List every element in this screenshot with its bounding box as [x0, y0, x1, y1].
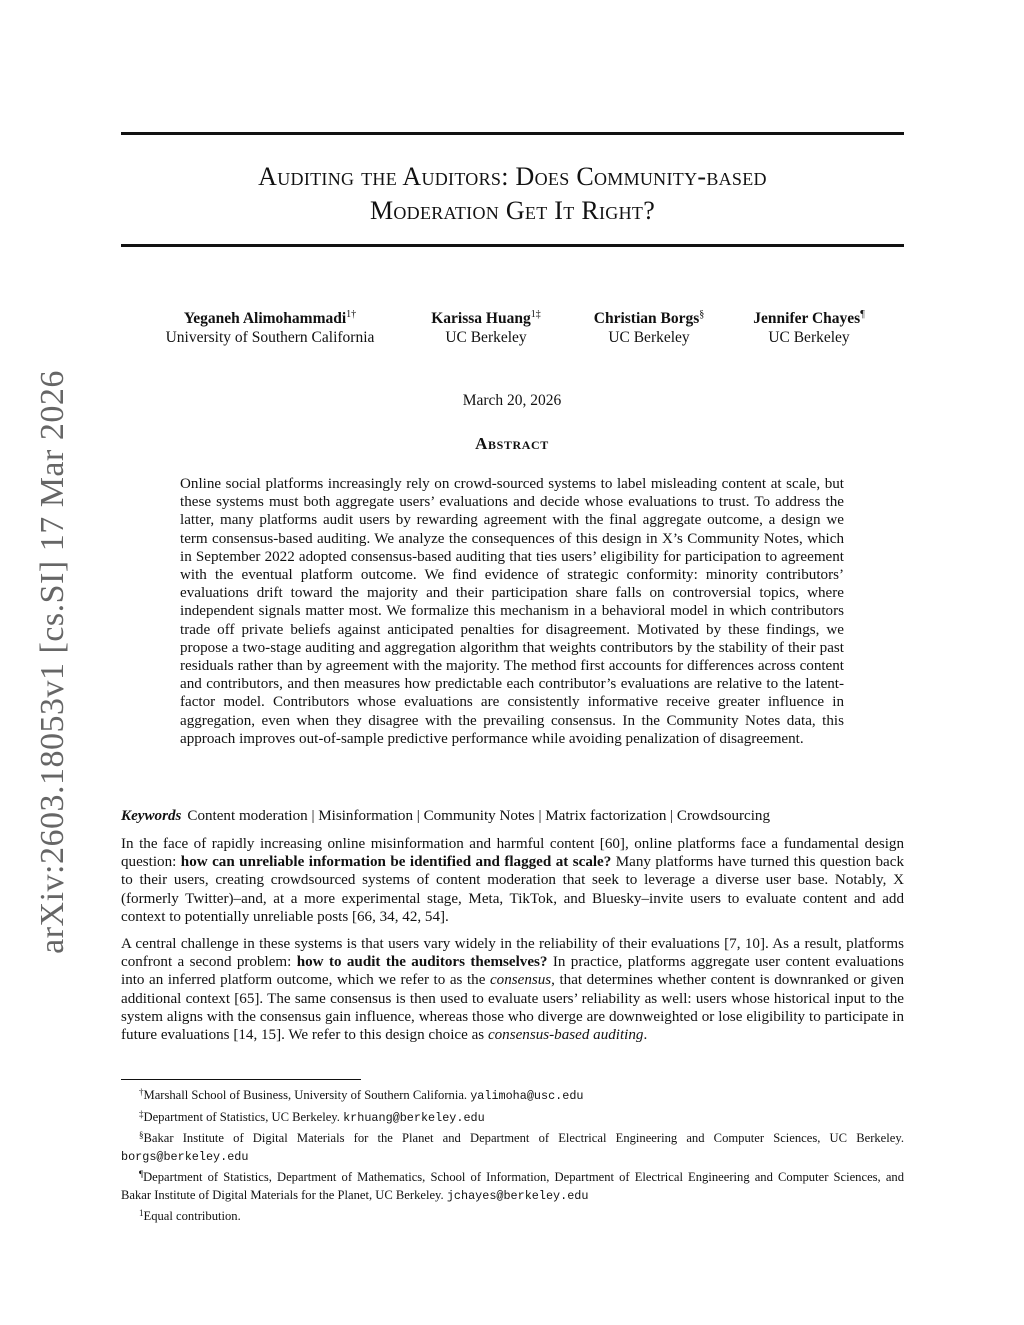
- arxiv-identifier: arXiv:2603.18053v1 [cs.SI] 17 Mar 2026: [34, 370, 71, 954]
- author-affiliation: UC Berkeley: [445, 329, 527, 346]
- keywords-list: Content moderation | Misinformation | Community Notes | Matrix factorization | Crowdsourcing: [187, 808, 771, 824]
- footnote: ¶Department of Statistics, Department of Mathematics, School of Information, Department of Electrical Engineering and Computer Sciences, and Bakar Institute of Digital Materials for the Planet, UC Berkeley. jchayes@berkeley.edu: [121, 1169, 904, 1203]
- author-block: [744, 305, 874, 347]
- author-block: [158, 305, 382, 347]
- abstract-body: [180, 475, 844, 748]
- footnotes: [121, 1084, 904, 1226]
- body-paragraph: In the face of rapidly increasing online misinformation and harmful content [60], online platforms face a fundamental design question: how can unreliable information be identified and flagged at scale? Many platforms have turned this question back to their users, creating crowdsourced systems of content moderation that seek to leverage a diverse user base. Notably, X (formerly Twitter)–and, at a more experimental stage, Meta, TikTok, and Bluesky–invite users to evaluate content and add context to potentially unreliable posts [66, 34, 42, 54].: [121, 836, 904, 925]
- footnote: ‡Department of Statistics, UC Berkeley. krhuang@berkeley.edu: [139, 1108, 485, 1125]
- email-link[interactable]: yalimoha@usc.edu: [470, 1089, 584, 1103]
- author-block: [584, 305, 714, 347]
- footnote: $^1$Equal contribution.: [139, 1208, 241, 1223]
- title-line-1: Auditing the Auditors: Does Community-based: [258, 162, 767, 191]
- abstract-heading: Abstract: [475, 434, 549, 453]
- author-name: Yeganeh Alimohammadi$^{1\dagger}$: [183, 309, 357, 327]
- email-link[interactable]: krhuang@berkeley.edu: [343, 1110, 485, 1125]
- author-name: Karissa Huang$^{1\ddagger}$: [431, 309, 541, 327]
- email-link[interactable]: borgs@berkeley.edu: [121, 1149, 249, 1164]
- introduction: [121, 835, 904, 1053]
- paper-title: [121, 160, 904, 228]
- author-affiliation: UC Berkeley: [608, 329, 690, 346]
- title-line-2: Moderation Get It Right?: [369, 196, 656, 225]
- author-name: Christian Borgs§: [593, 309, 705, 327]
- author-block: [420, 305, 552, 347]
- abstract-text: Online social platforms increasingly rely on crowd-sourced systems to label misleading content at scale, but these systems must both aggregate users’ evaluations and decide whose evaluations to trust. To address the latter, many platforms audit users by rewarding agreement with the final aggregate outcome, a design we term consensus-based auditing. We analyze the consequences of this design in X’s Community Notes, which in September 2022 adopted consensus-based auditing that ties users’ eligibility for participation to agreement with the eventual platform outcome. We find evidence of strategic conformity: minority contributors’ evaluations drift toward the majority and their participation share falls on controversial topics, where independent signals matter most. We formalize this mechanism in a behavioral model in which contributors trade off private beliefs against anticipated penalties for disagreement. Motivated by these findings, we propose a two-stage auditing and aggregation algorithm that weights contributors by the stability of their past residuals rather than by agreement with the majority. The method first accounts for differences across content and contributors, and then measures how predictable each contributor’s evaluations are relative to the latent-factor model. Contributors whose evaluations are consistently informative receive greater influence in aggregation, even when they disagree with the prevailing consensus. In the Community Notes data, this approach improves out-of-sample predictive performance while avoiding penalization of disagreement.: [180, 476, 844, 747]
- author-affiliation: UC Berkeley: [768, 329, 850, 346]
- keywords-label: Keywords: [121, 808, 182, 824]
- email-link[interactable]: jchayes@berkeley.edu: [446, 1188, 589, 1203]
- footnote: †Marshall School of Business, University of Southern California. yalimoha@usc.edu: [139, 1087, 584, 1103]
- author-affiliation: University of Southern California: [165, 329, 375, 346]
- footnote: §Bakar Institute of Digital Materials for the Planet and Department of Electrical Engineering and Computer Sciences, UC Berkeley. borgs@berkeley.edu: [121, 1130, 904, 1164]
- keywords: [121, 807, 904, 826]
- title-rule-top: [121, 132, 904, 135]
- author-name: Jennifer Chayes¶: [753, 309, 865, 327]
- footnote-rule: [121, 1079, 361, 1080]
- paper-date: March 20, 2026: [462, 392, 562, 409]
- title-rule-bottom: [121, 244, 904, 247]
- body-paragraph: A central challenge in these systems is that users vary widely in the reliability of their evaluations [7, 10]. As a result, platforms confront a second problem: how to audit the auditors themselves? In practice, platforms aggregate user content evaluations into an inferred platform outcome, which we refer to as the consensus, that determines whether content is downranked or given additional context [65]. The same consensus is then used to evaluate users’ reliability as well: users whose historical input to the system aligns with the consensus gain influence, whereas those who diverge are downweighted or lose eligibility to participate in future evaluations [14, 15]. We refer to this design choice as consensus-based auditing.: [121, 936, 904, 1044]
